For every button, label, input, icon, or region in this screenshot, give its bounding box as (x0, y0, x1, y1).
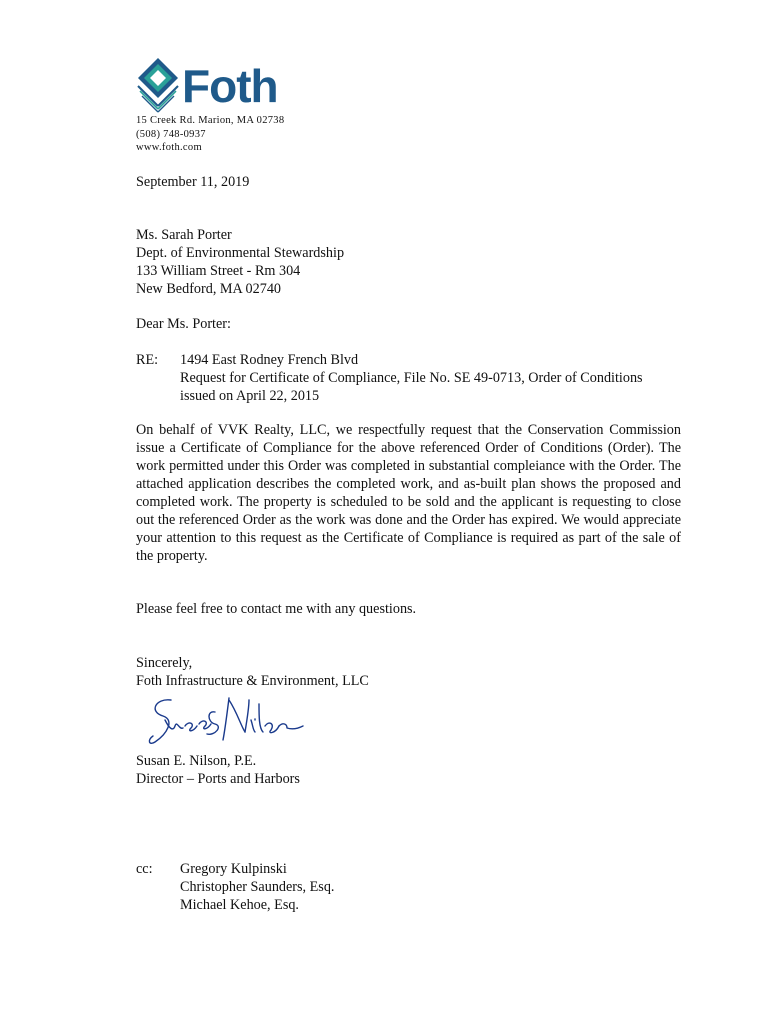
closing-word: Sincerely, (136, 655, 193, 671)
cc-recipient: Michael Kehoe, Esq. (180, 897, 299, 913)
cc-list (180, 860, 334, 914)
salutation: Dear Ms. Porter: (136, 316, 231, 332)
recipient-department: Dept. of Environmental Stewardship (136, 245, 345, 261)
foth-logo (136, 56, 296, 114)
cc-recipient: Gregory Kulpinski (180, 861, 287, 877)
recipient-block (136, 226, 344, 298)
logo-wordmark: Foth (182, 60, 278, 112)
re-line: 1494 East Rodney French Blvd (180, 352, 359, 368)
signer-name: Susan E. Nilson, P.E. (136, 753, 257, 769)
signer-title: Director – Ports and Harbors (136, 771, 300, 787)
closing-line: Please feel free to contact me with any questions. (136, 601, 417, 617)
letterhead-address (136, 114, 284, 155)
website-line: www.foth.com (136, 142, 202, 153)
phone-line: (508) 748-0937 (136, 128, 206, 140)
company-name: Foth Infrastructure & Environment, LLC (136, 673, 369, 689)
handwritten-signature (145, 690, 305, 754)
re-line: issued on April 22, 2015 (180, 388, 320, 404)
re-label: RE: (136, 352, 159, 368)
signer-block (136, 752, 300, 788)
letter-date: September 11, 2019 (136, 174, 250, 190)
body-paragraph: On behalf of VVK Realty, LLC, we respectfully request that the Conservation Commission issue a Certificate of Compliance for the above referenced Order of Conditions (Order). The work permitted under this Order was completed in substantial compleiance with the Order. The attached application describes the completed work, and as-built plan shows the proposed and completed work. The property is scheduled to be sold and the applicant is requesting to close out the referenced Order as the work was done and the Order has expired. We would appreciate your attention to this request as the Certificate of Compliance is required as part of the sale of the property. (136, 422, 681, 564)
address-line: 15 Creek Rd. Marion, MA 02738 (136, 115, 285, 126)
cc-label: cc: (136, 861, 153, 877)
re-lines (180, 351, 643, 405)
recipient-name: Ms. Sarah Porter (136, 227, 232, 243)
re-line: Request for Certificate of Compliance, File No. SE 49-0713, Order of Conditions (180, 370, 643, 386)
sign-off (136, 654, 369, 690)
cc-recipient: Christopher Saunders, Esq. (180, 879, 335, 895)
diamond-logo-icon (138, 58, 178, 112)
recipient-street: 133 William Street - Rm 304 (136, 263, 301, 279)
recipient-city: New Bedford, MA 02740 (136, 281, 282, 297)
